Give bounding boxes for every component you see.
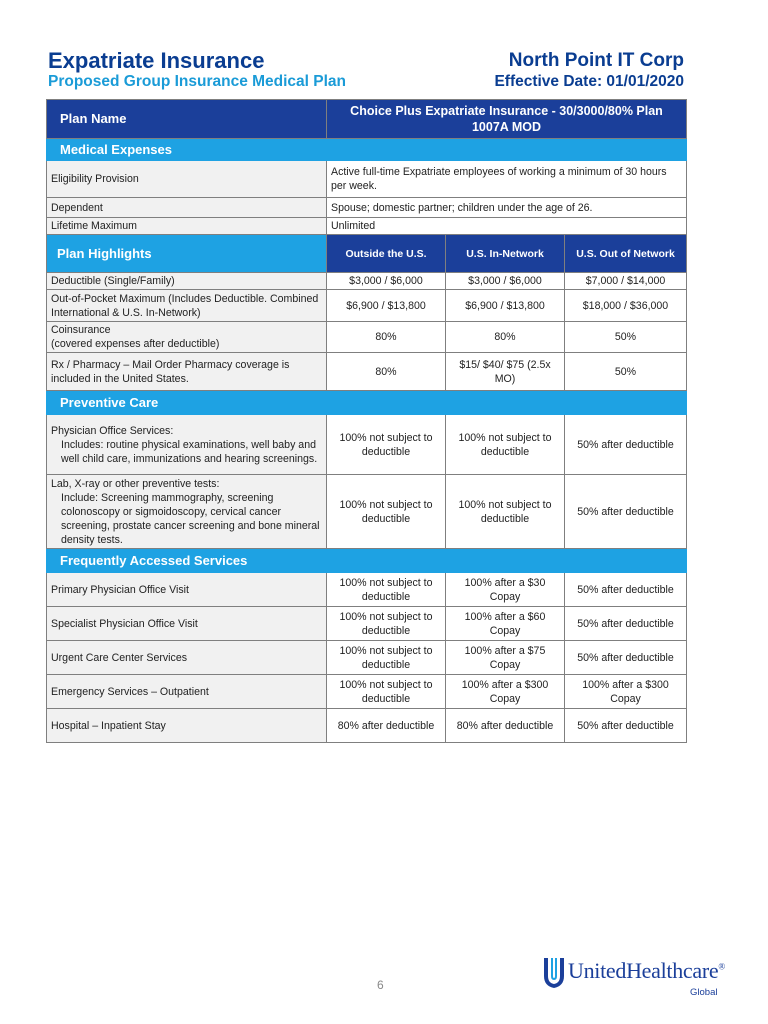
logo-wordmark: UnitedHealthcare® (568, 958, 725, 983)
value-us-out-of-network: 50% after deductible (565, 415, 687, 475)
row-value: Unlimited (327, 218, 687, 235)
value-us-in-network: 100% after a $60 Copay (446, 607, 565, 641)
value-us-out-of-network: $18,000 / $36,000 (565, 290, 687, 322)
row-label-detail: Include: Screening mammography, screening colonoscopy or sigmoidoscopy, cervical cancer screening, prostate cancer screening and bone mineral density tests. (61, 491, 320, 546)
value-outside-us: 80% (327, 353, 446, 391)
row-label: Out-of-Pocket Maximum (Includes Deductible. Combined International & U.S. In-Network) (47, 290, 327, 322)
value-outside-us: 80% (327, 322, 446, 353)
value-outside-us: 100% not subject to deductible (327, 475, 446, 549)
value-outside-us: 100% not subject to deductible (327, 607, 446, 641)
value-us-in-network: $6,900 / $13,800 (446, 290, 565, 322)
value-outside-us: $3,000 / $6,000 (327, 273, 446, 290)
plan-name-value: Choice Plus Expatriate Insurance - 30/3000/80% Plan 1007A MOD (327, 100, 687, 139)
value-outside-us: 100% not subject to deductible (327, 641, 446, 675)
value-outside-us: 100% not subject to deductible (327, 573, 446, 607)
table-row (47, 415, 687, 475)
row-label-line: Physician Office Services: (51, 424, 174, 437)
table-row (47, 322, 687, 353)
value-us-out-of-network: 50% after deductible (565, 573, 687, 607)
row-label: Specialist Physician Office Visit (47, 607, 327, 641)
value-us-in-network: 100% not subject to deductible (446, 415, 565, 475)
plan-name-label: Plan Name (47, 100, 327, 139)
value-us-out-of-network: 50% after deductible (565, 709, 687, 743)
table-row (47, 641, 687, 675)
benefits-table (46, 99, 687, 743)
row-label: Dependent (47, 198, 327, 218)
row-label: Primary Physician Office Visit (47, 573, 327, 607)
plan-highlights-header (47, 235, 687, 273)
value-us-in-network: 100% after a $300 Copay (446, 675, 565, 709)
section-medical-expenses (47, 139, 687, 161)
table-row (47, 709, 687, 743)
table-row (47, 218, 687, 235)
value-us-out-of-network: $7,000 / $14,000 (565, 273, 687, 290)
table-row (47, 353, 687, 391)
page-header (48, 48, 684, 94)
table-row (47, 198, 687, 218)
table-row (47, 290, 687, 322)
value-us-out-of-network: 50% after deductible (565, 641, 687, 675)
value-us-out-of-network: 50% (565, 322, 687, 353)
row-label: Emergency Services – Outpatient (47, 675, 327, 709)
section-title: Frequently Accessed Services (47, 549, 687, 573)
row-label-line: Lab, X-ray or other preventive tests: (51, 477, 220, 490)
page-subtitle: Proposed Group Insurance Medical Plan (48, 73, 347, 90)
column-header-us-out-of-network: U.S. Out of Network (565, 235, 687, 273)
value-us-out-of-network: 50% after deductible (565, 475, 687, 549)
value-us-in-network: $3,000 / $6,000 (446, 273, 565, 290)
table-row (47, 675, 687, 709)
company-name: North Point IT Corp (508, 50, 684, 71)
page-number: 6 (377, 978, 384, 992)
row-label: Hospital – Inpatient Stay (47, 709, 327, 743)
row-value: Active full-time Expatriate employees of working a minimum of 30 hours per week. (327, 161, 687, 198)
logo-subtext: Global (690, 987, 718, 998)
value-us-out-of-network: 100% after a $300 Copay (565, 675, 687, 709)
table-row (47, 573, 687, 607)
value-us-out-of-network: 50% (565, 353, 687, 391)
row-label-detail: Includes: routine physical examinations, well baby and well child care, immunizations and hearing screenings. (61, 438, 318, 465)
column-header-us-in-network: U.S. In-Network (446, 235, 565, 273)
column-header-outside-us: Outside the U.S. (327, 235, 446, 273)
table-row (47, 161, 687, 198)
value-us-in-network: $15/ $40/ $75 (2.5x MO) (446, 353, 565, 391)
row-label: Urgent Care Center Services (47, 641, 327, 675)
unitedhealthcare-logo (540, 952, 730, 1002)
row-label: Eligibility Provision (47, 161, 327, 198)
value-outside-us: 80% after deductible (327, 709, 446, 743)
page-title: Expatriate Insurance (48, 48, 265, 73)
value-us-in-network: 80% after deductible (446, 709, 565, 743)
value-us-in-network: 100% after a $30 Copay (446, 573, 565, 607)
section-preventive-care (47, 391, 687, 415)
value-outside-us: $6,900 / $13,800 (327, 290, 446, 322)
value-outside-us: 100% not subject to deductible (327, 415, 446, 475)
row-label: Deductible (Single/Family) (47, 273, 327, 290)
plan-name-row (47, 100, 687, 139)
section-title: Medical Expenses (47, 139, 687, 161)
uhc-shield-icon (542, 956, 566, 990)
table-row (47, 475, 687, 549)
effective-date: Effective Date: 01/01/2020 (494, 73, 684, 90)
table-row (47, 273, 687, 290)
section-title: Plan Highlights (47, 235, 327, 273)
value-us-in-network: 80% (446, 322, 565, 353)
row-label (47, 322, 327, 353)
value-us-out-of-network: 50% after deductible (565, 607, 687, 641)
value-outside-us: 100% not subject to deductible (327, 675, 446, 709)
row-label-line: Coinsurance (51, 324, 111, 336)
row-label: Lifetime Maximum (47, 218, 327, 235)
row-value: Spouse; domestic partner; children under the age of 26. (327, 198, 687, 218)
section-frequently-accessed-services (47, 549, 687, 573)
row-label (47, 415, 327, 475)
value-us-in-network: 100% after a $75 Copay (446, 641, 565, 675)
row-label-note: (covered expenses after deductible) (51, 338, 220, 350)
row-label: Rx / Pharmacy – Mail Order Pharmacy coverage is included in the United States. (47, 353, 327, 391)
value-us-in-network: 100% not subject to deductible (446, 475, 565, 549)
row-label (47, 475, 327, 549)
section-title: Preventive Care (47, 391, 687, 415)
table-row (47, 607, 687, 641)
